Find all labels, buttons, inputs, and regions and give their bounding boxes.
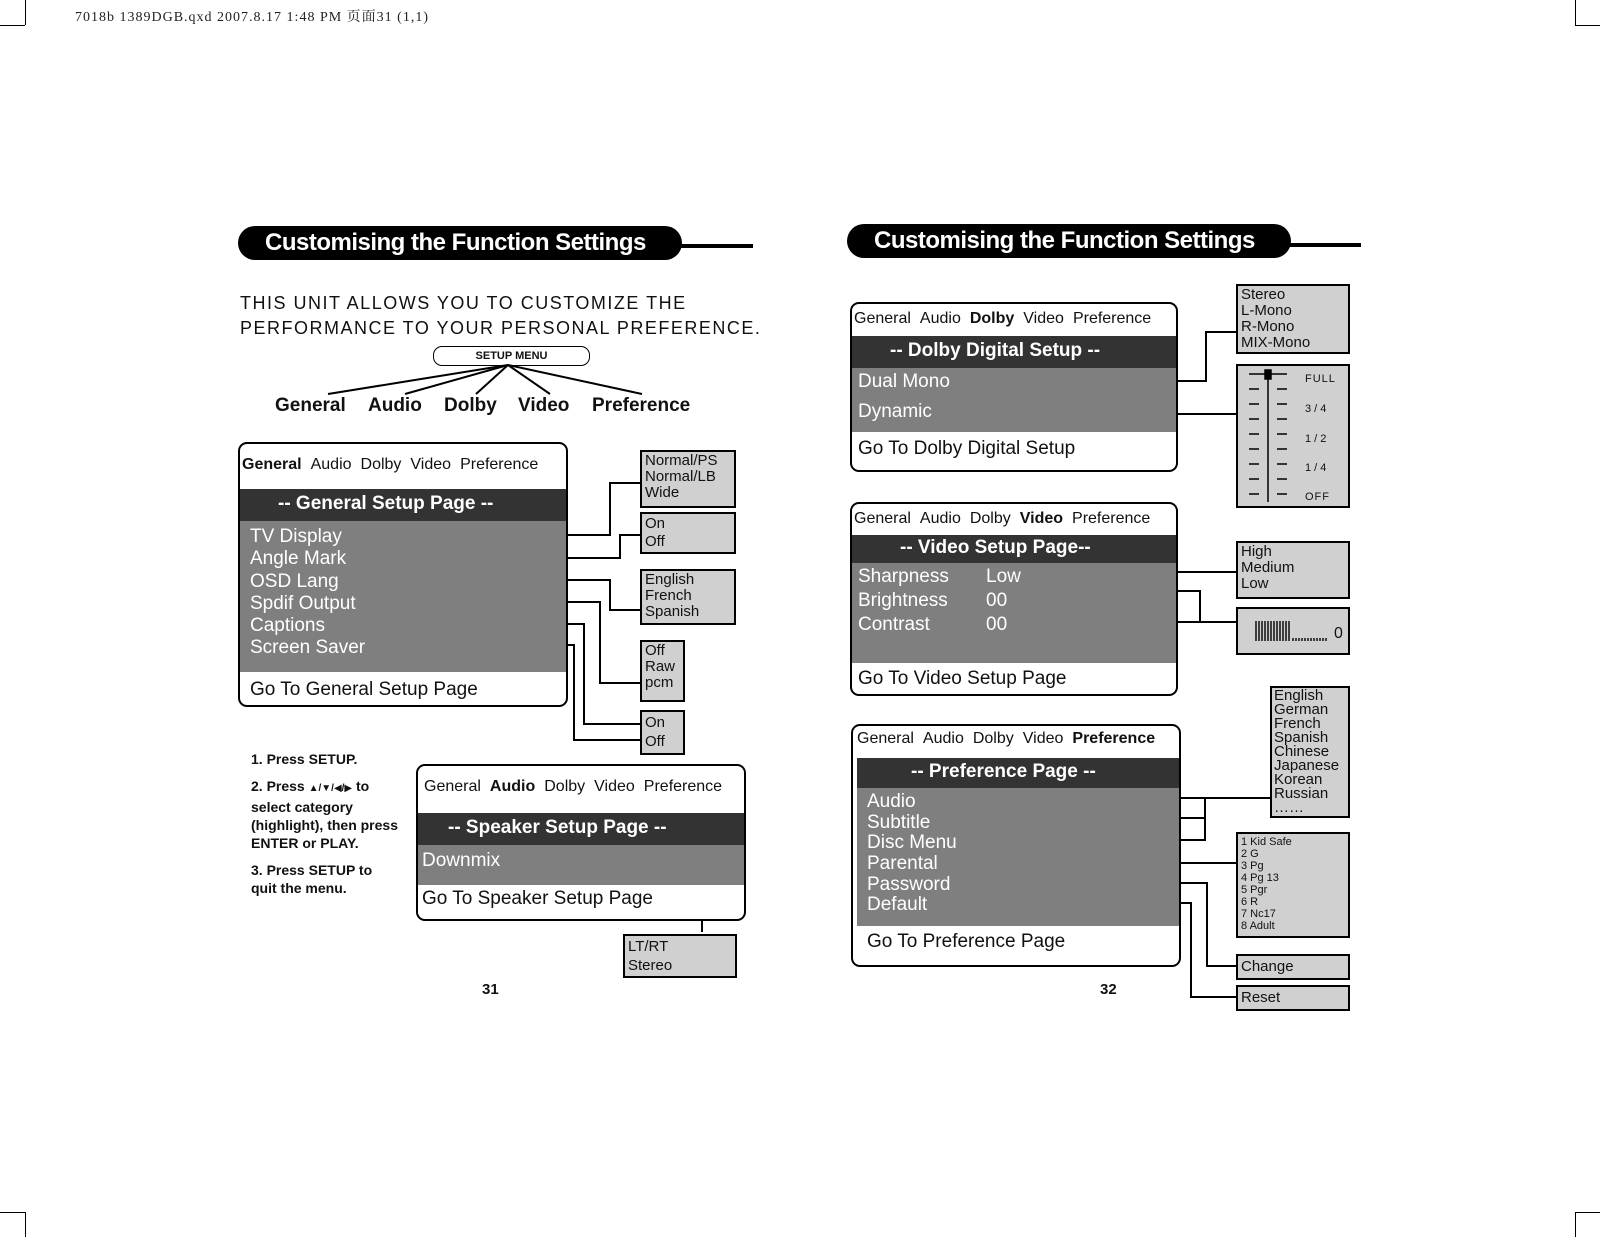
setup-page-header: -- Dolby Digital Setup -- [852,336,1178,368]
tab-dolby[interactable]: Dolby [969,510,1011,527]
scale-label-3-4: 3 / 4 [1305,403,1327,415]
page31-banner: Customising the Function Settings [238,226,682,260]
option-german[interactable]: German [1274,701,1329,718]
dual-mono-options [1236,284,1350,354]
page-number-32: 32 [1100,981,1117,998]
option-on[interactable]: On [645,714,666,731]
language-options [1270,686,1350,818]
option-stereo[interactable]: Stereo [1241,286,1286,303]
sharpness-value: Low [986,566,1021,587]
option-spanish[interactable]: Spanish [1274,729,1329,746]
scale-label-full: FULL [1305,373,1336,385]
option-more[interactable]: …… [1274,799,1304,816]
menu-item-downmix[interactable]: Downmix [422,850,501,871]
tab-general[interactable]: General [854,310,911,327]
intro-line-1: THIS UNIT ALLOWS YOU TO CUSTOMIZE THE [240,293,687,313]
page-number-31: 31 [482,981,499,998]
video-setup-screen [850,502,1178,696]
angle-mark-options [640,512,736,554]
menu-item-screen-saver[interactable]: Screen Saver [250,637,366,658]
menu-item-tv-display[interactable]: TV Display [250,526,342,547]
tab-video[interactable]: Video [1019,510,1064,527]
option-french[interactable]: French [1274,715,1321,732]
speaker-setup-screen [416,764,746,921]
tab-audio[interactable]: Audio [919,310,961,327]
screen-tabs [854,310,1176,328]
tab-dolby[interactable]: Dolby [544,778,586,795]
menu-item-password[interactable]: Password [867,874,951,895]
tab-audio[interactable]: Audio [922,730,964,747]
tab-video[interactable]: Video [594,778,635,795]
category-audio: Audio [368,395,422,416]
intro-line-2: PERFORMANCE TO YOUR PERSONAL PREFERENCE. [240,318,762,338]
tab-preference[interactable]: Preference [1072,310,1152,327]
tab-dolby[interactable]: Dolby [972,730,1014,747]
menu-item-dual-mono[interactable]: Dual Mono [858,371,950,392]
parental-options [1236,832,1350,938]
setup-page-header: -- Video Setup Page-- [852,535,1178,563]
option-pg[interactable]: 3 Pg [1241,860,1264,872]
scale-label-1-2: 1 / 2 [1305,433,1327,445]
menu-item-audio[interactable]: Audio [867,791,916,812]
option-adult[interactable]: 8 Adult [1241,920,1275,932]
tab-preference[interactable]: Preference [1072,730,1156,747]
dolby-setup-screen [850,302,1178,472]
tab-general[interactable]: General [854,510,911,527]
option-low[interactable]: Low [1241,575,1269,592]
option-english[interactable]: English [645,571,695,588]
menu-item-osd-lang[interactable]: OSD Lang [250,571,339,592]
menu-item-contrast[interactable]: Contrast [858,614,930,635]
option-japanese[interactable]: Japanese [1274,757,1340,774]
banner-rule [1288,243,1361,247]
page32-banner: Customising the Function Settings [847,224,1291,258]
option-pcm[interactable]: pcm [645,674,674,691]
tab-video[interactable]: Video [410,456,452,473]
menu-item-angle-mark[interactable]: Angle Mark [250,548,347,569]
tab-dolby[interactable]: Dolby [360,456,402,473]
tab-video[interactable]: Video [1022,730,1064,747]
menu-item-brightness[interactable]: Brightness [858,590,948,611]
option-off[interactable]: Off [645,733,665,750]
option-g[interactable]: 2 G [1241,848,1259,860]
password-change-option[interactable]: Change [1236,954,1350,980]
contrast-value: 00 [986,614,1008,635]
menu-item-default[interactable]: Default [867,894,928,915]
option-off[interactable]: Off [645,533,665,550]
banner-rule [680,244,753,248]
step-3: 3. Press SETUP to quit the menu. [251,862,373,896]
settings-list [418,845,746,885]
captions-screensaver-options [640,710,685,755]
option-medium[interactable]: Medium [1241,559,1295,576]
scale-label-off: OFF [1305,491,1330,503]
option-high[interactable]: High [1241,543,1272,560]
option-normal-ps[interactable]: Normal/PS [645,452,718,469]
file-header: 7018b 1389DGB.qxd 2007.8.17 1:48 PM 页面31 (1,1) [75,10,430,25]
intro-text [240,291,761,341]
slider-knob [1265,370,1271,379]
default-reset-option[interactable]: Reset [1236,985,1350,1011]
settings-list [240,521,568,672]
option-raw[interactable]: Raw [645,658,676,675]
option-nc17[interactable]: 7 Nc17 [1241,908,1276,920]
screen-tabs [854,510,1176,528]
downmix-options [623,934,737,978]
scale-label-1-4: 1 / 4 [1305,462,1327,474]
option-lt-rt[interactable]: LT/RT [628,938,669,955]
setup-page-header: -- Preference Page -- [857,758,1179,788]
option-l-mono[interactable]: L-Mono [1241,302,1292,319]
category-general: General [275,395,346,416]
slider-ticks [1238,366,1348,506]
option-r-mono[interactable]: R-Mono [1241,318,1295,335]
setup-page-header: -- General Setup Page -- [240,489,568,521]
settings-list [852,368,1178,432]
goto-general-setup[interactable]: Go To General Setup Page [250,679,478,700]
option-pgr[interactable]: 5 Pgr [1241,884,1268,896]
setup-page-header: -- Speaker Setup Page -- [418,813,746,845]
menu-item-spdif-output[interactable]: Spdif Output [250,593,356,614]
category-preference: Preference [592,395,691,416]
category-dolby: Dolby [444,395,497,416]
osd-lang-options [640,569,736,625]
step-2: 2. Press ▲/▼/◀/▶ to select category (highlight), then press ENTER or PLAY. [251,778,398,851]
setup-menu-label: SETUP MENU [433,346,590,366]
level-slider[interactable] [1236,607,1350,655]
option-russian[interactable]: Russian [1274,785,1329,802]
option-r[interactable]: 6 R [1241,896,1259,908]
screen-tabs [242,456,566,474]
settings-list [857,788,1179,926]
tab-general[interactable]: General [242,456,302,473]
option-mix-mono[interactable]: MIX-Mono [1241,334,1311,351]
tv-display-options [640,450,736,508]
goto-preference-page[interactable]: Go To Preference Page [867,931,1066,952]
tab-audio[interactable]: Audio [489,778,536,795]
brightness-value: 00 [986,590,1008,611]
arrow-keys-icon: ▲/▼/◀/▶ [308,783,353,794]
option-korean[interactable]: Korean [1274,771,1323,788]
menu-item-sharpness[interactable]: Sharpness [858,566,949,587]
tab-preference[interactable]: Preference [1072,510,1151,527]
option-normal-lb[interactable]: Normal/LB [645,468,716,485]
option-pg13[interactable]: 4 Pg 13 [1241,872,1279,884]
level-value: 0 [1334,625,1343,642]
option-on[interactable]: On [645,515,666,532]
sharpness-options [1236,541,1350,599]
tab-dolby[interactable]: Dolby [969,310,1015,327]
option-kid-safe[interactable]: 1 Kid Safe [1241,836,1292,848]
tab-audio[interactable]: Audio [310,456,352,473]
general-setup-screen [238,442,568,707]
option-spanish[interactable]: Spanish [645,603,700,620]
step-1: 1. Press SETUP. [251,751,358,767]
option-french[interactable]: French [645,587,692,604]
goto-video-setup[interactable]: Go To Video Setup Page [858,668,1067,689]
level-bars-icon [1254,611,1334,655]
tab-audio[interactable]: Audio [919,510,961,527]
screen-tabs [424,778,744,796]
instruction-steps [251,750,401,906]
tab-general[interactable]: General [857,730,914,747]
dynamic-range-slider[interactable] [1236,364,1350,508]
screen-tabs [857,730,1179,748]
tab-preference[interactable]: Preference [643,778,723,795]
menu-item-captions[interactable]: Captions [250,615,325,636]
option-chinese[interactable]: Chinese [1274,743,1330,760]
settings-list [852,563,1178,663]
tab-general[interactable]: General [424,778,481,795]
menu-item-disc-menu[interactable]: Disc Menu [867,832,957,853]
preference-setup-screen [851,724,1181,967]
goto-speaker-setup[interactable]: Go To Speaker Setup Page [422,888,653,909]
option-wide[interactable]: Wide [645,484,680,501]
option-english[interactable]: English [1274,687,1324,704]
menu-item-parental[interactable]: Parental [867,853,938,874]
option-stereo[interactable]: Stereo [628,957,673,974]
menu-item-subtitle[interactable]: Subtitle [867,812,931,833]
tab-video[interactable]: Video [1023,310,1064,327]
spdif-output-options [640,640,685,702]
menu-item-dynamic[interactable]: Dynamic [858,401,932,422]
tab-preference[interactable]: Preference [460,456,539,473]
goto-dolby-setup[interactable]: Go To Dolby Digital Setup [858,438,1076,459]
option-off[interactable]: Off [645,642,665,659]
category-video: Video [518,395,570,416]
